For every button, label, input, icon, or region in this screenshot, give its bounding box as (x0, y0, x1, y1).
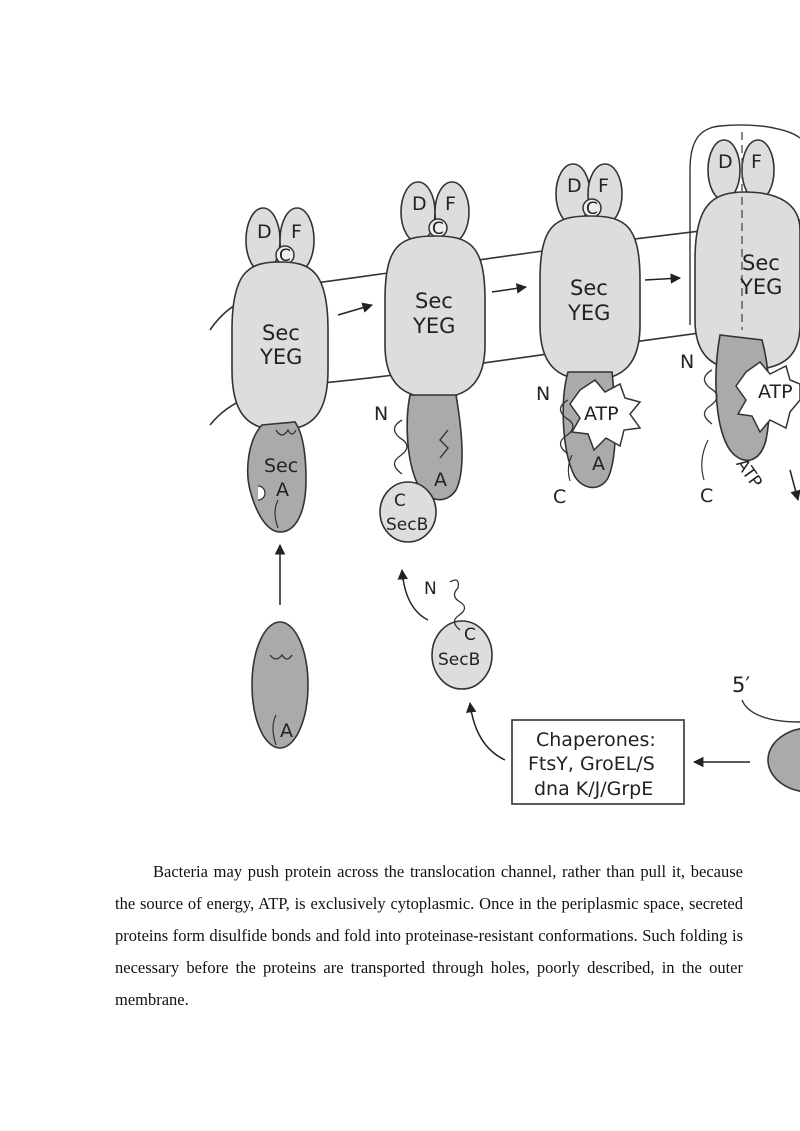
free-secb (424, 579, 492, 689)
stage3-atp-label: ATP (584, 403, 619, 425)
five-prime-label: 5′ (732, 673, 751, 697)
stage1-f-label: F (291, 221, 302, 243)
arrow-stage3-to-4 (645, 278, 680, 280)
stage1-c-label: C (279, 246, 291, 266)
stage2-n-label: N (374, 403, 389, 425)
arrow-chaperones-to-secb (470, 703, 505, 760)
free-seca (252, 622, 308, 748)
stage4-atp2-label: ATP (731, 454, 766, 492)
chaperones-line-2: FtsY, GroEL/S (528, 753, 655, 775)
stage2-f-label: F (445, 193, 456, 215)
stage3-f-label: F (598, 175, 609, 197)
stage4-d-label: D (718, 151, 733, 173)
stage3-c-label: C (586, 199, 598, 219)
stage-1-complex (232, 208, 328, 532)
stage2-secb-label: SecB (386, 515, 429, 535)
stage2-a-label: A (434, 469, 447, 491)
stage4-f-label: F (751, 151, 762, 173)
stage1-d-label: D (257, 221, 272, 243)
stage3-yeg-label: YEG (568, 301, 611, 325)
stage-3-complex (536, 164, 640, 508)
stage3-tail-c-label: C (553, 486, 567, 508)
arrow-stage1-to-2 (338, 305, 372, 315)
stage-4-complex (680, 125, 800, 507)
free-seca-label: A (280, 720, 293, 742)
stage1-seca-label-2: A (276, 479, 289, 501)
stage3-n-label: N (536, 383, 551, 405)
stage4-atp-label: ATP (758, 381, 793, 403)
stage1-seca-label-1: Sec (264, 455, 299, 477)
arrow-stage2-to-3 (492, 287, 526, 292)
chaperones-line-1: Chaperones: (536, 729, 656, 751)
stage3-d-label: D (567, 175, 582, 197)
chaperones-box (512, 720, 684, 804)
stage-2-complex (374, 182, 485, 542)
chaperones-line-3: dna K/J/GrpE (534, 778, 654, 800)
free-secb-n-label: N (424, 579, 437, 599)
stage2-sec-label: Sec (415, 289, 453, 313)
stage1-yeg-label: YEG (260, 345, 303, 369)
stage4-sec-label: Sec (742, 251, 780, 275)
ribosome (732, 673, 800, 792)
caption-paragraph: Bacteria may push protein across the translocation channel, rather than pull it, because the source of energy, ATP, is exclusively cytoplasmic. Once in the periplasmic space, secreted proteins form disulfide bonds and fold into proteinase-resistant conformations. Such folding is necessary before the proteins are transported through holes, poorly described, in the outer membrane. (115, 862, 743, 1009)
stage4-n-label: N (680, 351, 695, 373)
stage2-secb-c-label: C (394, 491, 406, 511)
free-secb-c-label: C (464, 625, 476, 645)
stage2-d-label: D (412, 193, 427, 215)
stage1-sec-label: Sec (262, 321, 300, 345)
stage2-yeg-label: YEG (413, 314, 456, 338)
free-secb-label: SecB (438, 650, 481, 670)
stage4-yeg-label: YEG (740, 275, 783, 299)
stage3-sec-label: Sec (570, 276, 608, 300)
stage2-c-label: C (432, 219, 444, 239)
stage3-a-label: A (592, 453, 605, 475)
stage4-tail-c-label: C (700, 485, 714, 507)
